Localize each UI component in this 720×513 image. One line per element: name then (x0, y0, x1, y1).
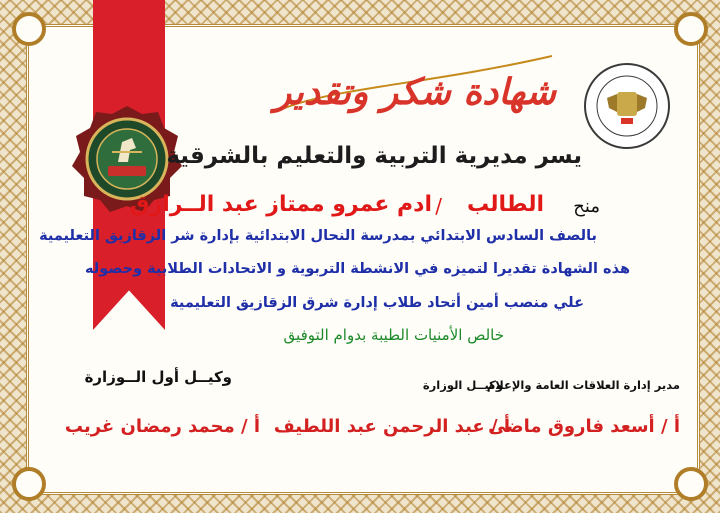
corner-ornament-top-right (674, 12, 708, 46)
director-signature-name: أ / أسعد فاروق ماضى (488, 416, 680, 437)
ministry-eagle-logo-icon (583, 62, 671, 150)
deputy-signature-name: أ / عبد الرحمن عبد اللطيف (273, 416, 510, 437)
awarded-word: منح (573, 196, 600, 217)
student-name: ادم عمرو ممتاز عبد الــرازق (129, 192, 432, 217)
certificate-title-art (270, 48, 560, 130)
position-line: علي منصب أمين أتحاد طلاب إدارة شرق الزقازيق التعليمية (170, 295, 584, 311)
name-separator: / (435, 194, 442, 218)
corner-ornament-top-left (12, 12, 46, 46)
corner-ornament-bottom-left (12, 467, 46, 501)
certificate-title: شهادة شكر وتقدير (274, 71, 556, 113)
corner-ornament-bottom-right (674, 467, 708, 501)
student-label: الطالب (466, 192, 544, 217)
director-title: مدير إدارة العلاقات العامة والإعلام (486, 378, 680, 392)
deputy-title: وكيــل الوزارة (422, 378, 503, 392)
first-deputy-signature-name: أ / محمد رمضان غريب (64, 416, 260, 437)
first-deputy-title: وكيــل أول الــوزارة (84, 368, 232, 386)
wishes-line: خالص الأمنيات الطيبة بدوام التوفيق (283, 326, 504, 344)
reason-line: هذه الشهادة تقديرا لتميزه في الانشطة التربوية و الاتحادات الطلابية وحصوله (85, 261, 630, 277)
directorate-line: يسر مديرية التربية والتعليم بالشرقية (166, 143, 582, 169)
school-line: بالصف السادس الابتدائي بمدرسة النحال الابتدائية بإدارة شر الزقازيق التعليمية (39, 228, 597, 244)
